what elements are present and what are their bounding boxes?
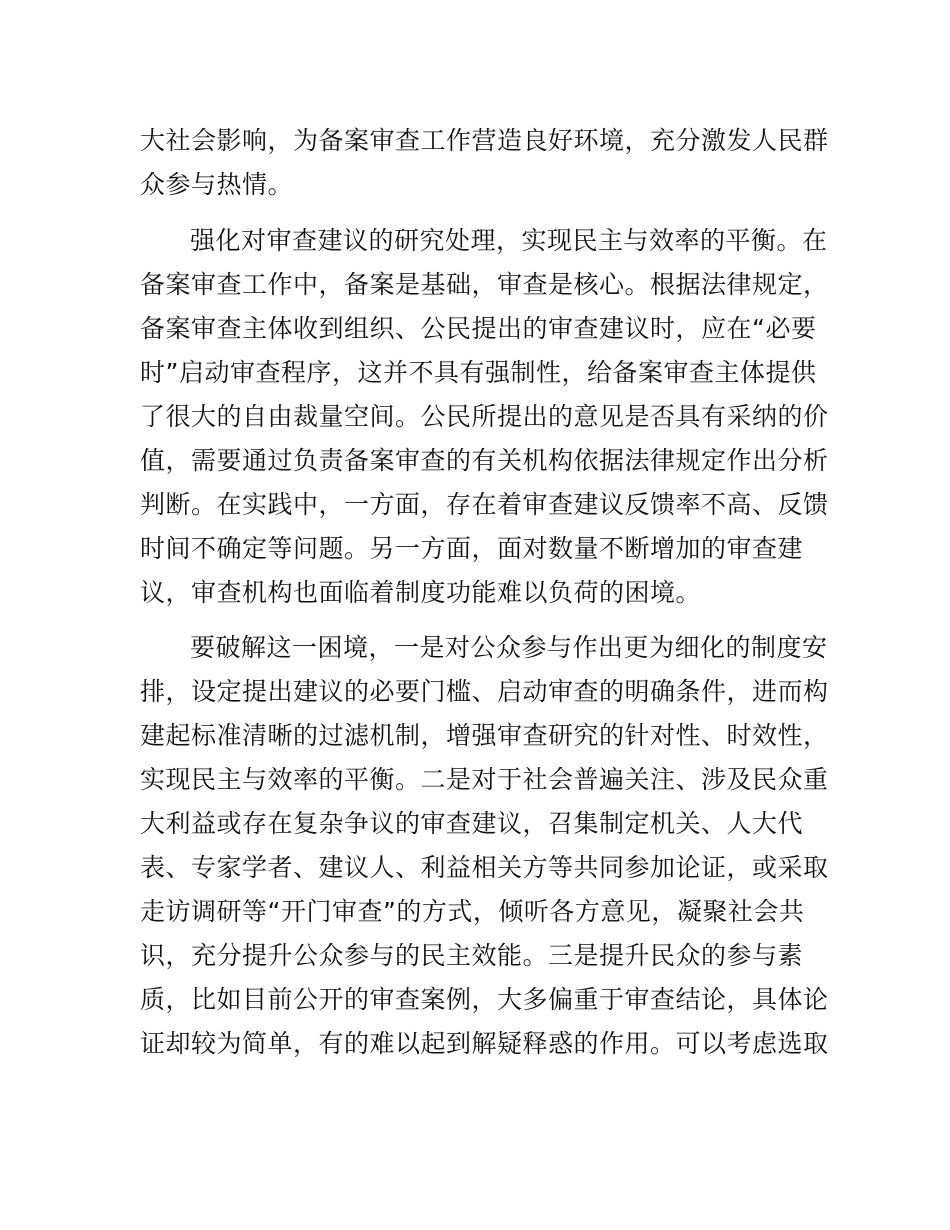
text-line: 大社会影响，为备案审查工作营造良好环境，充分激发人民群 [140, 126, 829, 155]
text-line: 众参与热情。 [140, 170, 294, 199]
text-line: 排，设定提出建议的必要门槛、启动审查的明确条件，进而构 [140, 677, 829, 706]
text-line: 备案审查主体收到组织、公民提出的审查建议时，应在“必要 [140, 314, 817, 343]
text-line: 判断。在实践中，一方面，存在着审查建议反馈率不高、反馈 [140, 490, 829, 519]
text-line: 走访调研等“开门审查”的方式，倾听各方意见，凝聚社会共 [140, 897, 805, 926]
text-line: 强化对审查建议的研究处理，实现民主与效率的平衡。在 [190, 226, 828, 255]
text-line: 议，审查机构也面临着制度功能难以负荷的困境。 [140, 578, 702, 607]
text-line: 建起标准清晰的过滤机制，增强审查研究的针对性、时效性， [140, 721, 829, 750]
text-line: 证却较为简单，有的难以起到解疑释惑的作用。可以考虑选取 [140, 1029, 829, 1058]
text-line: 值，需要通过负责备案审查的有关机构依据法律规定作出分析 [140, 446, 829, 475]
text-line: 要破解这一困境，一是对公众参与作出更为细化的制度安 [190, 633, 828, 662]
text-line: 质，比如目前公开的审查案例，大多偏重于审查结论，具体论 [140, 985, 829, 1014]
text-line: 备案审查工作中，备案是基础，审查是核心。根据法律规定， [140, 270, 829, 299]
text-line: 大利益或存在复杂争议的审查建议，召集制定机关、人大代 [140, 809, 804, 838]
text-line: 时”启动审查程序，这并不具有强制性，给备案审查主体提供 [140, 358, 817, 387]
text-line: 实现民主与效率的平衡。二是对于社会普遍关注、涉及民众重 [140, 765, 829, 794]
text-line: 时间不确定等问题。另一方面，面对数量不断增加的审查建 [140, 534, 804, 563]
text-line: 表、专家学者、建议人、利益相关方等共同参加论证，或采取 [140, 853, 829, 882]
text-line: 识，充分提升公众参与的民主效能。三是提升民众的参与素 [140, 941, 804, 970]
text-line: 了很大的自由裁量空间。公民所提出的意见是否具有采纳的价 [140, 402, 829, 431]
